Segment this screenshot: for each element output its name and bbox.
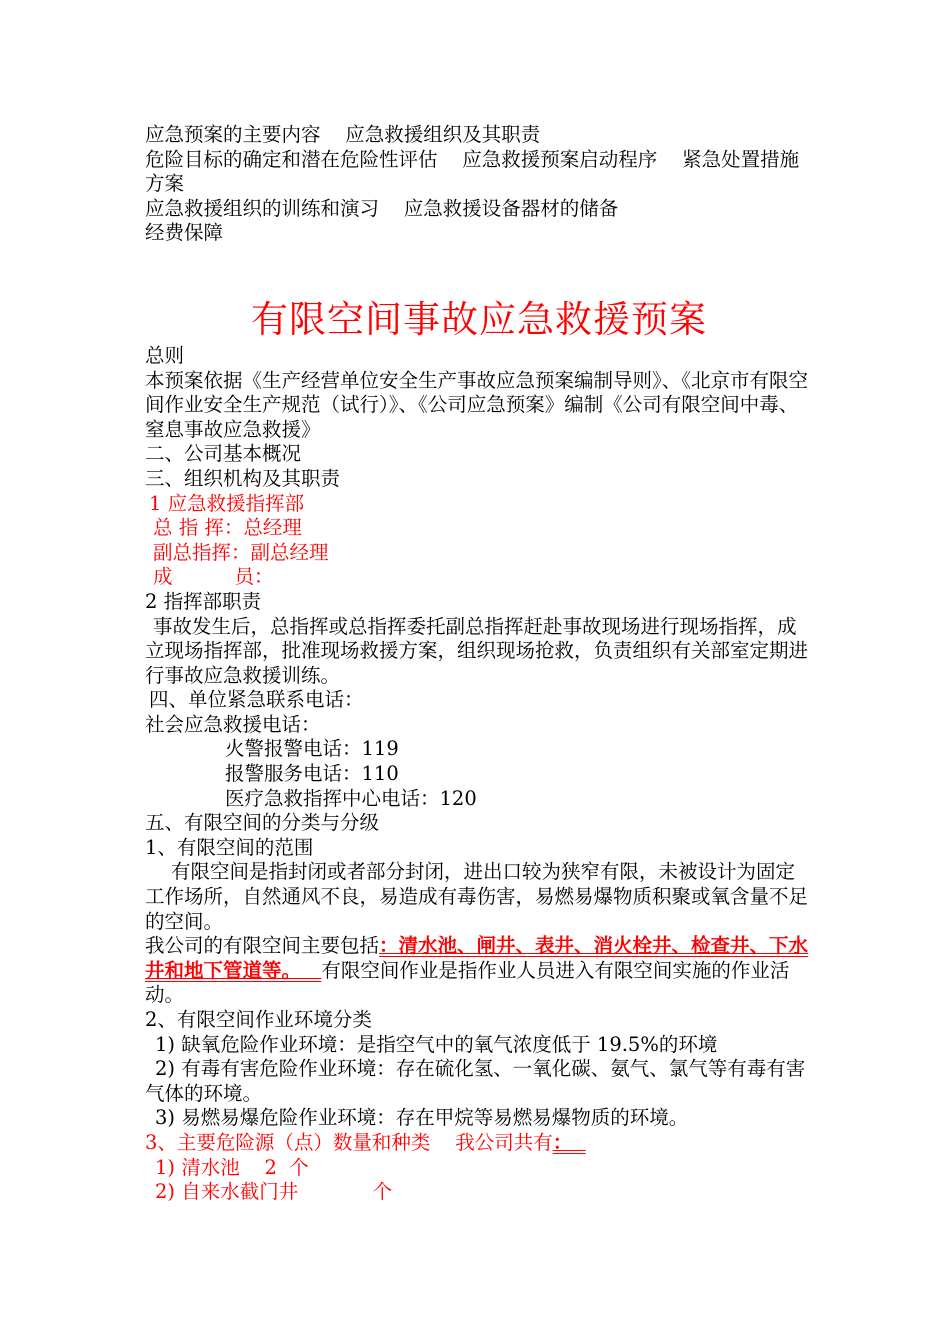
- org-command-heading: 1 应急救援指挥部: [149, 491, 305, 515]
- env-item-2: 2) 有毒有害危险作业环境：存在硫化氢、一氧化碳、氨气、氯气等有毒有害气体的环境。: [145, 1057, 806, 1105]
- toc-line-3: 应急救援组织的训练和演习 应急救援设备器材的储备: [145, 196, 619, 220]
- toc-line-1: 应急预案的主要内容 应急救援组织及其职责: [145, 123, 541, 146]
- phone-fire: 火警报警电话：119: [225, 737, 399, 761]
- org-deputy: 副总指挥：副总经理: [153, 540, 329, 564]
- env-item-3: 3) 易燃易爆危险作业环境：存在甲烷等易燃易爆物质的环境。: [155, 1106, 689, 1130]
- section-5-heading: 五、有限空间的分类与分级: [145, 811, 380, 835]
- company-spaces-lead: 我公司的有限空间主要包括: [145, 934, 380, 958]
- document-page: [145, 123, 813, 1205]
- general-text: 本预案依据《生产经营单位安全生产事故应急预案编制导则》、《北京市有限空间作业安全生产规范（试行）》、《公司应急预案》编制《公司有限空间中毒、窒息事故应急救援》: [145, 368, 809, 441]
- section-5-1-heading: 1、有限空间的范围: [145, 835, 314, 859]
- env-item-1: 1) 缺氧危险作业环境：是指空气中的氧气浓度低于 19.5%的环境: [155, 1032, 718, 1056]
- section-5-1-company: [145, 934, 813, 1008]
- org-chief: 总 指 挥：总经理: [153, 516, 302, 540]
- section-5-3-heading: [145, 1131, 813, 1156]
- hazard-item-1: 1) 清水池 2 个: [155, 1155, 309, 1179]
- org-duty-heading: 2 指挥部职责: [145, 589, 262, 613]
- section-5-2-heading: 2、有限空间作业环境分类: [145, 1008, 372, 1031]
- org-duty-text: 事故发生后，总指挥或总指挥委托副总指挥赶赴事故现场进行现场指挥，成立现场指挥部，批准现场救援方案，组织现场抢救，负责组织有关部室定期进行事故应急救援训练。: [145, 614, 809, 687]
- company-spaces-list: ：清水池、闸井、表井、消火栓井、检查井、下水井和地下管道等。: [145, 934, 809, 982]
- document-title: 有限空间事故应急救援预案: [251, 297, 707, 341]
- phone-police: 报警服务电话：110: [225, 762, 399, 786]
- toc-line-4: 经费保障: [145, 221, 224, 245]
- section-general: 总则: [145, 343, 185, 367]
- hazard-heading-text: 3、主要危险源（点）数量和种类 我公司共有: [145, 1130, 553, 1154]
- phone-medical: 医疗急救指挥中心电话：120: [225, 786, 477, 810]
- section-5-1-text: 有限空间是指封闭或者部分封闭，进出口较为狭窄有限，未被设计为固定工作场所，自然通风不良，易造成有毒伤害，易燃易爆物质积聚或氧含量不足的空间。: [145, 860, 809, 933]
- section-2-heading: 二、公司基本概况: [145, 442, 302, 466]
- hazard-item-2: 2) 自来水截门井 个: [155, 1180, 393, 1204]
- company-spaces-definition: 有限空间作业是指作业人员进入有限空间实施的作业活动。: [145, 958, 790, 1007]
- phones-title: 社会应急救援电话：: [145, 712, 321, 736]
- section-3-heading: 三、组织机构及其职责: [145, 466, 341, 490]
- org-members: 成 员：: [153, 565, 274, 589]
- toc-line-2: 危险目标的确定和潜在危险性评估 应急救援预案启动程序 紧急处置措施方案: [145, 147, 800, 196]
- section-4-heading: 四、单位紧急联系电话：: [149, 688, 364, 712]
- hazard-heading-colon: ：: [552, 1130, 586, 1154]
